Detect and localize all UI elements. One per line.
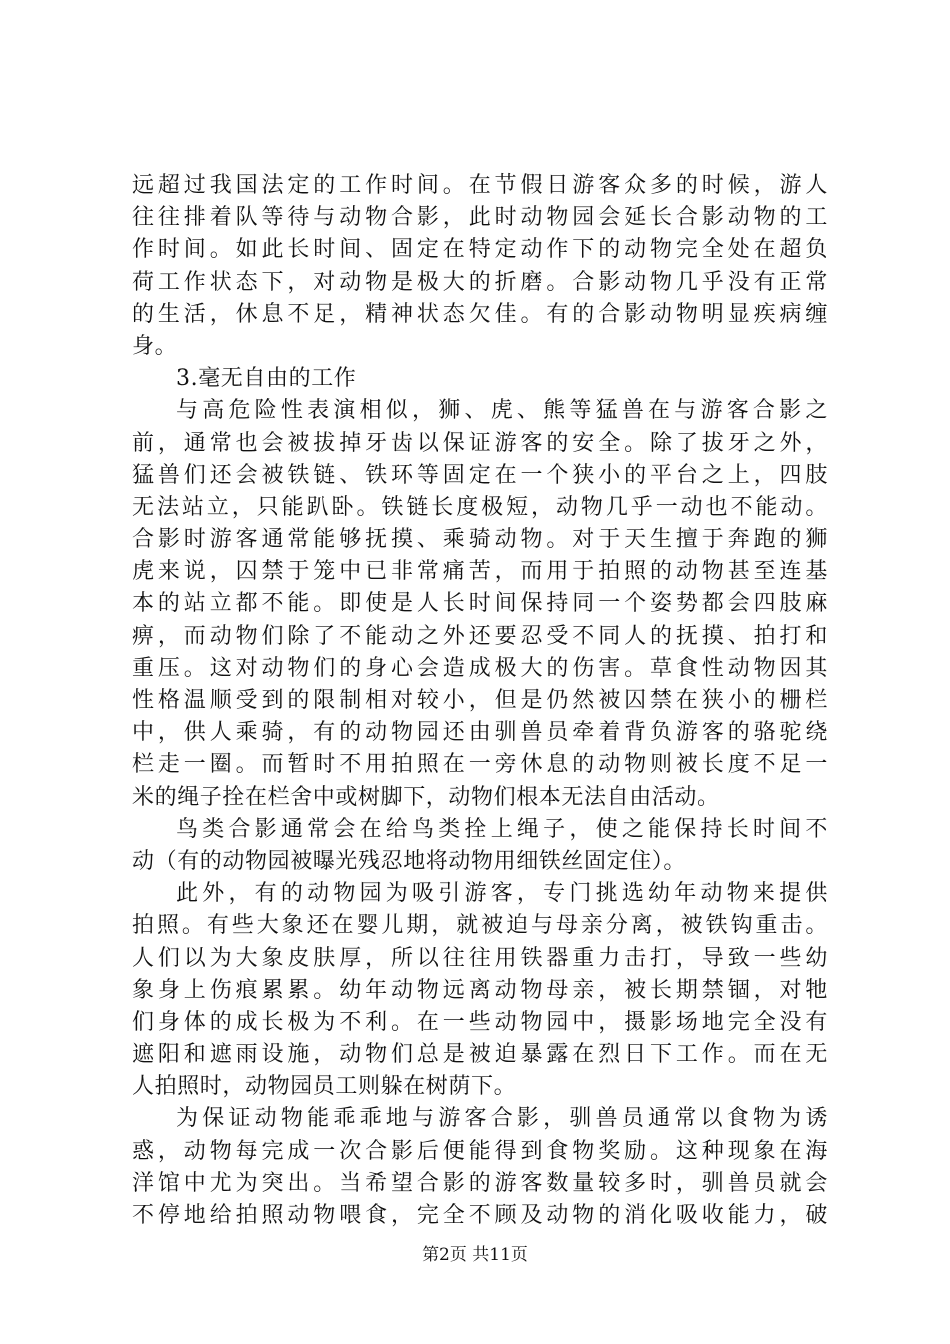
text-line: 本的站立都不能。即使是人长时间保持同一个姿势都会四肢麻 xyxy=(132,591,828,617)
text-line: 性格温顺受到的限制相对较小，但是仍然被囚禁在狭小的栅栏 xyxy=(132,688,828,713)
text-line: 身。 xyxy=(132,333,178,359)
text-line: 不停地给拍照动物喂食，完全不顾及动物的消化吸收能力，破 xyxy=(132,1203,828,1228)
text-line: 此外，有的动物园为吸引游客，专门挑选幼年动物来提供 xyxy=(176,881,828,907)
text-line: 与高危险性表演相似，狮、虎、熊等猛兽在与游客合影之 xyxy=(176,398,828,424)
text-line: 中，供人乘骑，有的动物园还由驯兽员牵着背负游客的骆驼绕 xyxy=(132,720,828,746)
text-line: 动（有的动物园被曝光残忍地将动物用细铁丝固定住）。 xyxy=(132,848,687,874)
text-line: 米的绳子拴在栏舍中或树脚下，动物们根本无法自由活动。 xyxy=(132,784,720,810)
text-line: 前，通常也会被拔掉牙齿以保证游客的安全。除了拔牙之外， xyxy=(132,430,828,456)
text-line: 惑，动物每完成一次合影后便能得到食物奖励。这种现象在海 xyxy=(132,1138,828,1164)
text-line: 人们以为大象皮肤厚，所以往往用铁器重力击打，导致一些幼 xyxy=(132,945,828,971)
text-line: 往往排着队等待与动物合影，此时动物园会延长合影动物的工 xyxy=(132,205,828,231)
text-line: 合影时游客通常能够抚摸、乘骑动物。对于天生擅于奔跑的狮 xyxy=(132,527,828,553)
text-line: 重压。这对动物们的身心会造成极大的伤害。草食性动物因其 xyxy=(132,655,828,681)
text-line: 人拍照时，动物园员工则躲在树荫下。 xyxy=(132,1074,517,1100)
text-line: 痹，而动物们除了不能动之外还要忍受不同人的抚摸、拍打和 xyxy=(132,623,828,649)
text-line: 无法站立，只能趴卧。铁链长度极短，动物几乎一动也不能动。 xyxy=(132,494,828,520)
text-line: 作时间。如此长时间、固定在特定动作下的动物完全处在超负 xyxy=(132,237,828,263)
text-line: 远超过我国法定的工作时间。在节假日游客众多的时候，游人 xyxy=(132,173,828,198)
text-line: 为保证动物能乖乖地与游客合影，驯兽员通常以食物为诱 xyxy=(176,1106,828,1132)
text-line: 3.毫无自由的工作 xyxy=(176,366,357,392)
text-line: 遮阳和遮雨设施，动物们总是被迫暴露在烈日下工作。而在无 xyxy=(132,1042,828,1068)
text-line: 拍照。有些大象还在婴儿期，就被迫与母亲分离，被铁钩重击。 xyxy=(132,913,828,939)
page-footer: 第2页 共11页 xyxy=(422,1245,528,1265)
text-line: 猛兽们还会被铁链、铁环等固定在一个狭小的平台之上，四肢 xyxy=(132,462,828,488)
text-line: 们身体的成长极为不利。在一些动物园中，摄影场地完全没有 xyxy=(132,1009,828,1035)
body-text xyxy=(132,170,828,1232)
text-line: 象身上伤痕累累。幼年动物远离动物母亲，被长期禁锢，对牠 xyxy=(132,977,828,1003)
text-line: 荷工作状态下，对动物是极大的折磨。合影动物几乎没有正常 xyxy=(132,269,828,295)
text-line: 鸟类合影通常会在给鸟类拴上绳子，使之能保持长时间不 xyxy=(176,816,828,842)
text-line: 虎来说，囚禁于笼中已非常痛苦，而用于拍照的动物甚至连基 xyxy=(132,559,828,585)
text-line: 栏走一圈。而暂时不用拍照在一旁休息的动物则被长度不足一 xyxy=(132,752,828,778)
text-line: 洋馆中尤为突出。当希望合影的游客数量较多时，驯兽员就会 xyxy=(132,1170,828,1196)
text-line: 的生活，休息不足，精神状态欠佳。有的合影动物明显疾病缠 xyxy=(132,301,828,327)
